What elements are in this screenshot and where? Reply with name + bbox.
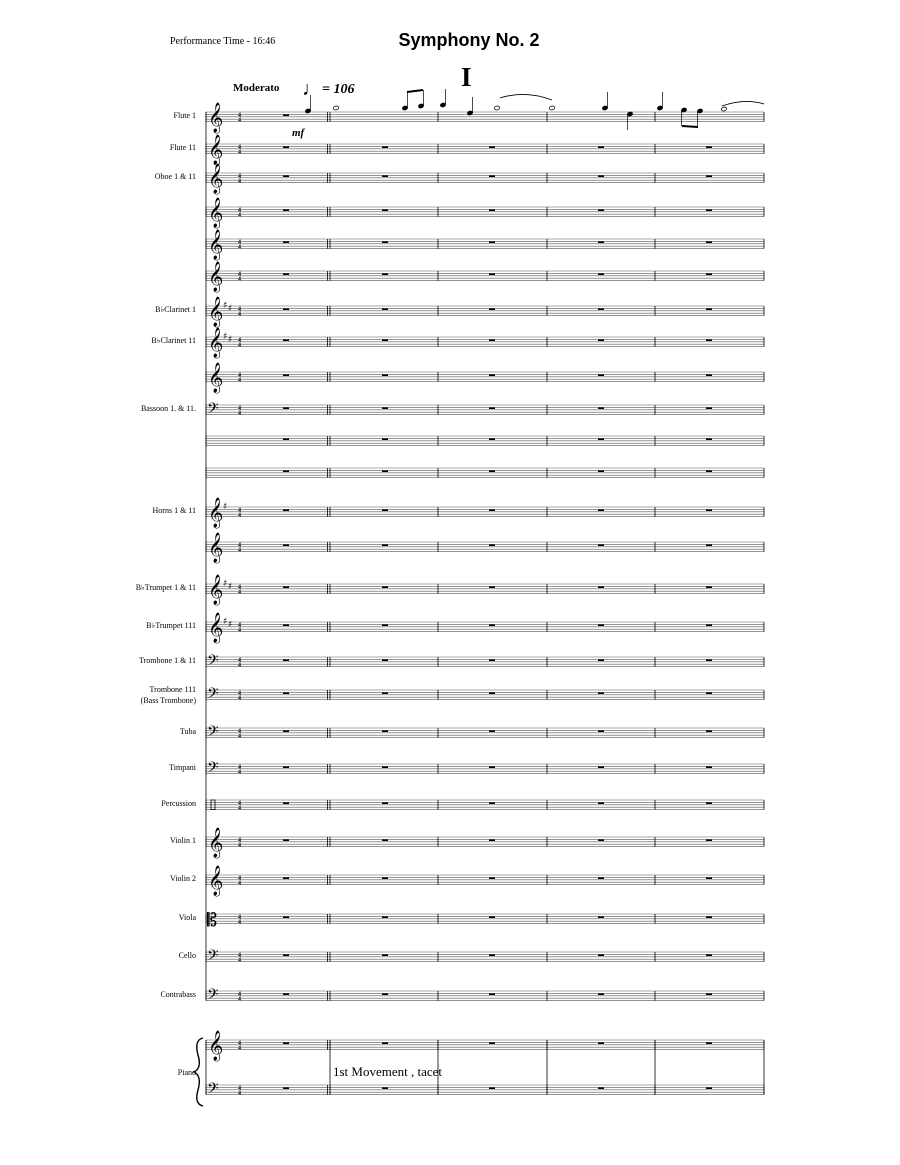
time-signature-denominator: 4 [238,311,241,318]
quarter-note-icon: ♩ [302,78,322,100]
whole-rest [283,839,289,841]
time-signature-numerator: 4 [238,622,241,629]
whole-rest [382,916,388,918]
whole-rest [598,1042,604,1044]
time-signature-numerator: 4 [238,875,241,882]
whole-rest [283,241,289,243]
whole-rest [489,916,495,918]
whole-rest [598,993,604,995]
whole-rest [382,1042,388,1044]
whole-rest [489,659,495,661]
time-signature-denominator: 4 [238,880,241,887]
time-signature-denominator: 4 [238,957,241,964]
time-signature-denominator: 4 [238,276,241,283]
sharp-icon: ♯ [223,502,228,512]
whole-rest [706,308,712,310]
whole-rest [598,544,604,546]
whole-rest [283,877,289,879]
whole-rest [706,624,712,626]
time-signature-denominator: 4 [238,212,241,219]
whole-rest [598,146,604,148]
whole-rest [382,730,388,732]
instrument-label: Cello [178,951,196,960]
whole-rest [598,509,604,511]
whole-rest [489,509,495,511]
time-signature-denominator: 4 [238,805,241,812]
whole-rest [706,374,712,376]
time-signature-denominator: 4 [238,627,241,634]
whole-rest [598,839,604,841]
whole-rest [382,766,388,768]
whole-note [333,105,339,110]
whole-rest [598,916,604,918]
instrument-label: Violin 2 [170,874,196,883]
treble-clef-icon: 𝄞 [208,296,224,327]
whole-rest [283,175,289,177]
whole-rest [382,993,388,995]
instrument-label: Oboe 1 & 11 [154,172,196,181]
whole-rest [598,470,604,472]
whole-rest [283,624,289,626]
treble-clef-icon: 𝄞 [208,197,224,228]
half-note [549,105,555,110]
sharp-icon: ♯ [223,579,228,589]
whole-rest [382,438,388,440]
whole-rest [382,659,388,661]
score-title: Symphony No. 2 [398,30,540,50]
time-signature-numerator: 4 [238,112,241,119]
dynamic-marking: mf [292,127,305,139]
whole-rest [283,1087,289,1089]
treble-clef-icon: 𝄞 [208,261,224,292]
time-signature-numerator: 4 [238,800,241,807]
time-signature-numerator: 4 [238,728,241,735]
beam [682,126,698,127]
treble-clef-icon: 𝄞 [208,229,224,260]
bass-clef-icon: 𝄢 [207,985,219,1007]
time-signature-numerator: 4 [238,1085,241,1092]
whole-rest [598,339,604,341]
time-signature-numerator: 4 [238,507,241,514]
whole-rest [598,766,604,768]
whole-rest [382,544,388,546]
time-signature-numerator: 4 [238,914,241,921]
bass-clef-icon: 𝄢 [207,946,219,968]
time-signature-numerator: 4 [238,144,241,151]
time-signature-numerator: 4 [238,1040,241,1047]
treble-clef-icon: 𝄞 [208,134,224,165]
whole-rest [283,146,289,148]
whole-rest [598,802,604,804]
whole-rest [283,308,289,310]
whole-rest [283,1042,289,1044]
whole-rest [706,954,712,956]
instrument-label: Tuba [179,727,196,736]
time-signature-numerator: 4 [238,173,241,180]
piano-brace [194,1038,203,1106]
time-signature-denominator: 4 [238,117,241,124]
time-signature-numerator: 4 [238,952,241,959]
instrument-label: Flute 1 [173,111,196,120]
whole-rest [283,374,289,376]
whole-rest [283,470,289,472]
time-signature-denominator: 4 [238,377,241,384]
tempo-marking: Moderato [233,82,280,94]
instrument-label: Percussion [161,799,196,808]
instrument-label: Timpani [169,763,196,772]
whole-rest [489,438,495,440]
time-signature-denominator: 4 [238,589,241,596]
whole-rest [382,1087,388,1089]
whole-rest [382,374,388,376]
time-signature-numerator: 4 [238,657,241,664]
whole-rest [283,407,289,409]
whole-rest [598,877,604,879]
sharp-icon: ♯ [228,620,233,630]
time-signature-denominator: 4 [238,244,241,251]
whole-rest [706,877,712,879]
whole-rest [382,241,388,243]
sharp-icon: ♯ [228,335,233,345]
time-signature-denominator: 4 [238,342,241,349]
whole-rest [382,586,388,588]
sharp-icon: ♯ [223,617,228,627]
alto-clef-icon: 𝄡 [207,909,218,931]
time-signature-numerator: 4 [238,405,241,412]
whole-rest [706,730,712,732]
whole-rest [489,766,495,768]
whole-rest [598,624,604,626]
bass-clef-icon: 𝄢 [207,651,219,673]
instrument-label: Violin 1 [170,836,196,845]
bass-clef-icon: 𝄢 [207,722,219,744]
tie-arc [722,101,764,106]
whole-rest [706,766,712,768]
tempo-value: = 106 [322,82,355,97]
whole-rest [706,692,712,694]
time-signature-numerator: 4 [238,690,241,697]
time-signature-denominator: 4 [238,769,241,776]
bass-clef-icon: 𝄢 [207,758,219,780]
performance-time: Performance Time - 16:46 [170,36,276,47]
treble-clef-icon: 𝄞 [208,612,224,643]
movement-number: I [461,62,472,92]
time-signature-denominator: 4 [238,919,241,926]
time-signature-denominator: 4 [238,547,241,554]
whole-rest [706,1042,712,1044]
sharp-icon: ♯ [223,301,228,311]
whole-rest [489,877,495,879]
time-signature-denominator: 4 [238,1090,241,1097]
whole-rest [706,839,712,841]
whole-rest [382,509,388,511]
whole-rest [489,1087,495,1089]
whole-rest [489,374,495,376]
time-signature-denominator: 4 [238,733,241,740]
treble-clef-icon: 𝄞 [208,497,224,528]
whole-rest [382,839,388,841]
whole-rest [598,1087,604,1089]
whole-rest [598,659,604,661]
whole-rest [598,374,604,376]
whole-rest [706,659,712,661]
treble-clef-icon: 𝄞 [208,574,224,605]
whole-rest [283,766,289,768]
whole-rest [489,308,495,310]
whole-rest [598,175,604,177]
whole-rest [382,339,388,341]
time-signature-denominator: 4 [238,149,241,156]
whole-rest [489,273,495,275]
whole-rest [706,544,712,546]
time-signature-numerator: 4 [238,991,241,998]
whole-rest [706,146,712,148]
time-signature-denominator: 4 [238,662,241,669]
whole-rest [598,407,604,409]
piano-label: Piano [177,1068,196,1077]
whole-rest [489,241,495,243]
whole-rest [283,273,289,275]
whole-rest [382,954,388,956]
whole-rest [382,692,388,694]
whole-rest [283,509,289,511]
whole-rest [598,954,604,956]
instrument-label: Flute 11 [169,143,196,152]
whole-rest [283,114,289,116]
treble-clef-icon: 𝄞 [208,865,224,896]
time-signature-denominator: 4 [238,410,241,417]
sharp-icon: ♯ [228,582,233,592]
whole-rest [489,954,495,956]
whole-rest [489,730,495,732]
tie-arc [500,94,552,100]
whole-rest [489,544,495,546]
instrument-label: B♭Trumpet 1 & 11 [135,583,196,592]
whole-rest [706,586,712,588]
whole-rest [283,209,289,211]
time-signature-denominator: 4 [238,1045,241,1052]
beam [407,90,423,92]
whole-rest [489,470,495,472]
time-signature-numerator: 4 [238,306,241,313]
treble-clef-icon: 𝄞 [208,102,224,133]
treble-clef-icon: 𝄞 [208,327,224,358]
whole-rest [489,175,495,177]
whole-rest [598,586,604,588]
whole-rest [382,877,388,879]
whole-rest [706,273,712,275]
instrument-label: Viola [178,913,196,922]
instrument-label: B♭Trumpet 111 [146,621,196,630]
time-signature-numerator: 4 [238,584,241,591]
whole-rest [283,802,289,804]
instrument-label: B♭Clarinet 11 [151,336,196,345]
whole-rest [283,438,289,440]
whole-rest [598,438,604,440]
treble-clef-icon: 𝄞 [208,532,224,563]
whole-rest [598,241,604,243]
time-signature-denominator: 4 [238,842,241,849]
time-signature-numerator: 4 [238,764,241,771]
whole-rest [706,1087,712,1089]
whole-rest [706,509,712,511]
whole-rest [382,308,388,310]
whole-rest [706,407,712,409]
whole-rest [706,470,712,472]
time-signature-numerator: 4 [238,372,241,379]
time-signature-numerator: 4 [238,542,241,549]
whole-rest [489,407,495,409]
whole-rest [598,692,604,694]
treble-clef-icon: 𝄞 [208,163,224,194]
piano-tacet-note: 1st Movement , tacet [333,1064,443,1079]
whole-rest [283,544,289,546]
whole-rest [283,692,289,694]
whole-rest [382,407,388,409]
whole-rest [489,586,495,588]
time-signature-denominator: 4 [238,178,241,185]
whole-rest [382,273,388,275]
whole-rest [598,209,604,211]
bass-clef-icon: 𝄢 [207,399,219,421]
time-signature-denominator: 4 [238,512,241,519]
treble-clef-icon: 𝄞 [208,827,224,858]
whole-rest [382,624,388,626]
half-note [494,105,500,110]
whole-rest [706,993,712,995]
instrument-label: Trombone 111 [149,685,196,694]
whole-rest [706,241,712,243]
instrument-label: Horns 1 & 11 [152,506,196,515]
whole-rest [489,839,495,841]
whole-rest [489,339,495,341]
treble-clef-icon: 𝄞 [208,1030,224,1061]
whole-rest [706,802,712,804]
whole-rest [489,692,495,694]
time-signature-numerator: 4 [238,239,241,246]
whole-rest [489,624,495,626]
whole-rest [283,339,289,341]
whole-rest [489,1042,495,1044]
time-signature-numerator: 4 [238,207,241,214]
time-signature-numerator: 4 [238,271,241,278]
whole-rest [382,802,388,804]
whole-rest [283,993,289,995]
whole-rest [283,659,289,661]
bass-clef-icon: 𝄢 [207,684,219,706]
whole-rest [706,438,712,440]
instrument-label: Contrabass [160,990,196,999]
whole-rest [489,802,495,804]
whole-rest [489,209,495,211]
whole-rest [489,146,495,148]
whole-rest [382,209,388,211]
treble-clef-icon: 𝄞 [208,362,224,393]
instrument-label: Bassoon 1. & 11. [140,404,196,413]
instrument-sublabel: (Bass Trombone) [140,696,196,705]
whole-rest [706,339,712,341]
whole-rest [382,146,388,148]
time-signature-numerator: 4 [238,337,241,344]
time-signature-numerator: 4 [238,837,241,844]
whole-rest [382,175,388,177]
whole-rest [598,730,604,732]
time-signature-denominator: 4 [238,996,241,1003]
whole-rest [489,993,495,995]
instrument-label: B♭Clarinet 1 [155,305,196,314]
whole-rest [598,308,604,310]
whole-rest [382,470,388,472]
whole-rest [283,916,289,918]
whole-rest [283,954,289,956]
whole-rest [283,586,289,588]
instrument-label: Trombone 1 & 11 [139,656,196,665]
whole-rest [706,916,712,918]
half-note [721,106,727,111]
bass-clef-icon: 𝄢 [207,1079,219,1101]
whole-rest [598,273,604,275]
whole-rest [283,730,289,732]
time-signature-denominator: 4 [238,695,241,702]
whole-rest [706,209,712,211]
sharp-icon: ♯ [228,304,233,314]
whole-rest [706,175,712,177]
sharp-icon: ♯ [223,332,228,342]
